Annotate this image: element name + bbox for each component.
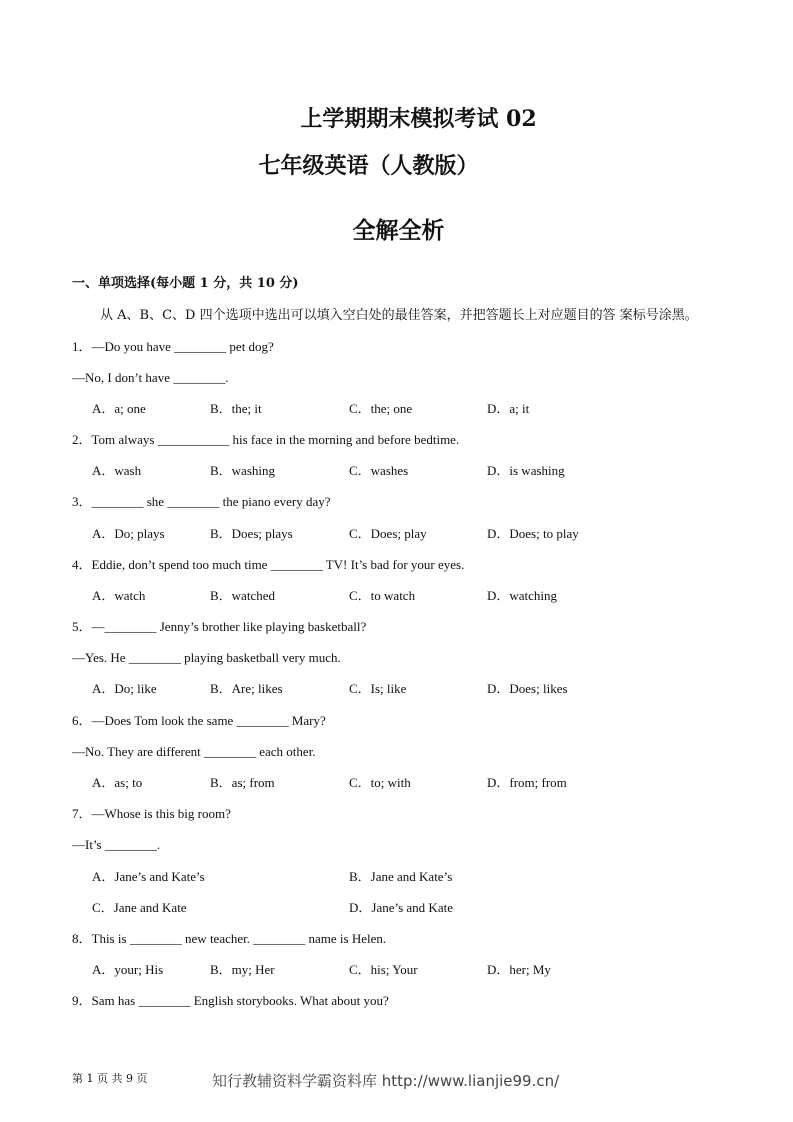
question-5-option-d: D．Does; likes (487, 681, 568, 696)
question-3-option-b: B．Does; plays (210, 526, 293, 541)
question-5-line-1: 5．—________ Jenny’s brother like playing basketball? (72, 619, 367, 634)
exam-title: 上学期期末模拟考试 02 (300, 106, 537, 132)
question-5-line-2: —Yes. He ________ playing basketball very much. (72, 650, 341, 665)
question-3-option-a: A．Do; plays (92, 526, 165, 541)
question-7-line-1: 7．—Whose is this big room? (72, 806, 231, 821)
exam-subtitle: 七年级英语（人教版） (258, 153, 479, 179)
question-3-line-1: 3．________ she ________ the piano every day? (72, 494, 331, 509)
question-2-line-1: 2．Tom always ___________ his face in the morning and before bedtime. (72, 432, 460, 447)
question-2-option-b: B．washing (210, 463, 276, 478)
analysis-heading: 全解全析 (352, 217, 445, 244)
question-6-option-b: B．as; from (210, 775, 275, 790)
question-7-option-a: A．Jane’s and Kate’s (92, 869, 205, 884)
question-4-option-b: B．watched (210, 588, 275, 603)
question-2-option-d: D．is washing (487, 463, 565, 478)
question-6-option-c: C．to; with (349, 775, 411, 790)
question-6-line-1: 6．—Does Tom look the same ________ Mary? (72, 713, 326, 728)
question-7-option-d: D．Jane’s and Kate (349, 900, 453, 915)
question-1-line-1: 1．—Do you have ________ pet dog? (72, 339, 274, 354)
question-8-option-a: A．your; His (92, 962, 164, 977)
question-1-option-d: D．a; it (487, 401, 530, 416)
question-2-option-c: C．washes (349, 463, 409, 478)
question-5-option-a: A．Do; like (92, 681, 157, 696)
question-1-option-c: C．the; one (349, 401, 413, 416)
question-8-option-b: B．my; Her (210, 962, 275, 977)
question-3-option-c: C．Does; play (349, 526, 427, 541)
question-6-option-d: D．from; from (487, 775, 567, 790)
question-1-line-2: —No, I don’t have ________. (72, 370, 229, 385)
question-5-option-c: C．Is; like (349, 681, 407, 696)
section-heading: 一、单项选择(每小题 1 分，共 10 分) (72, 276, 299, 291)
question-5-option-b: B．Are; likes (210, 681, 283, 696)
question-7-option-c: C．Jane and Kate (92, 900, 187, 915)
question-4-line-1: 4．Eddie, don’t spend too much time ________ TV! It’s bad for your eyes. (72, 557, 465, 572)
question-6-option-a: A．as; to (92, 775, 143, 790)
section-instruction: 从 A、B、C、D 四个选项中选出可以填入空白处的最佳答案，并把答题长上对应题目的答 案标号涂黑。 (100, 308, 698, 323)
question-7-line-2: —It’s ________. (72, 837, 161, 852)
question-4-option-a: A．watch (92, 588, 146, 603)
question-6-line-2: —No. They are different ________ each other. (72, 744, 316, 759)
question-1-option-a: A．a; one (92, 401, 146, 416)
footer-watermark: 知行教辅资料学霸资料库 http://www.lianjie99.cn/ (212, 1072, 560, 1090)
page-number: 第 1 页 共 9 页 (72, 1072, 148, 1085)
question-2-option-a: A．wash (92, 463, 142, 478)
question-4-option-c: C．to watch (349, 588, 416, 603)
question-8-option-c: C．his; Your (349, 962, 418, 977)
question-4-option-d: D．watching (487, 588, 558, 603)
question-8-line-1: 8．This is ________ new teacher. ________ name is Helen. (72, 931, 387, 946)
question-1-option-b: B．the; it (210, 401, 262, 416)
question-3-option-d: D．Does; to play (487, 526, 579, 541)
question-7-option-b: B．Jane and Kate’s (349, 869, 453, 884)
question-9-line-1: 9．Sam has ________ English storybooks. What about you? (72, 993, 389, 1008)
question-8-option-d: D．her; My (487, 962, 551, 977)
